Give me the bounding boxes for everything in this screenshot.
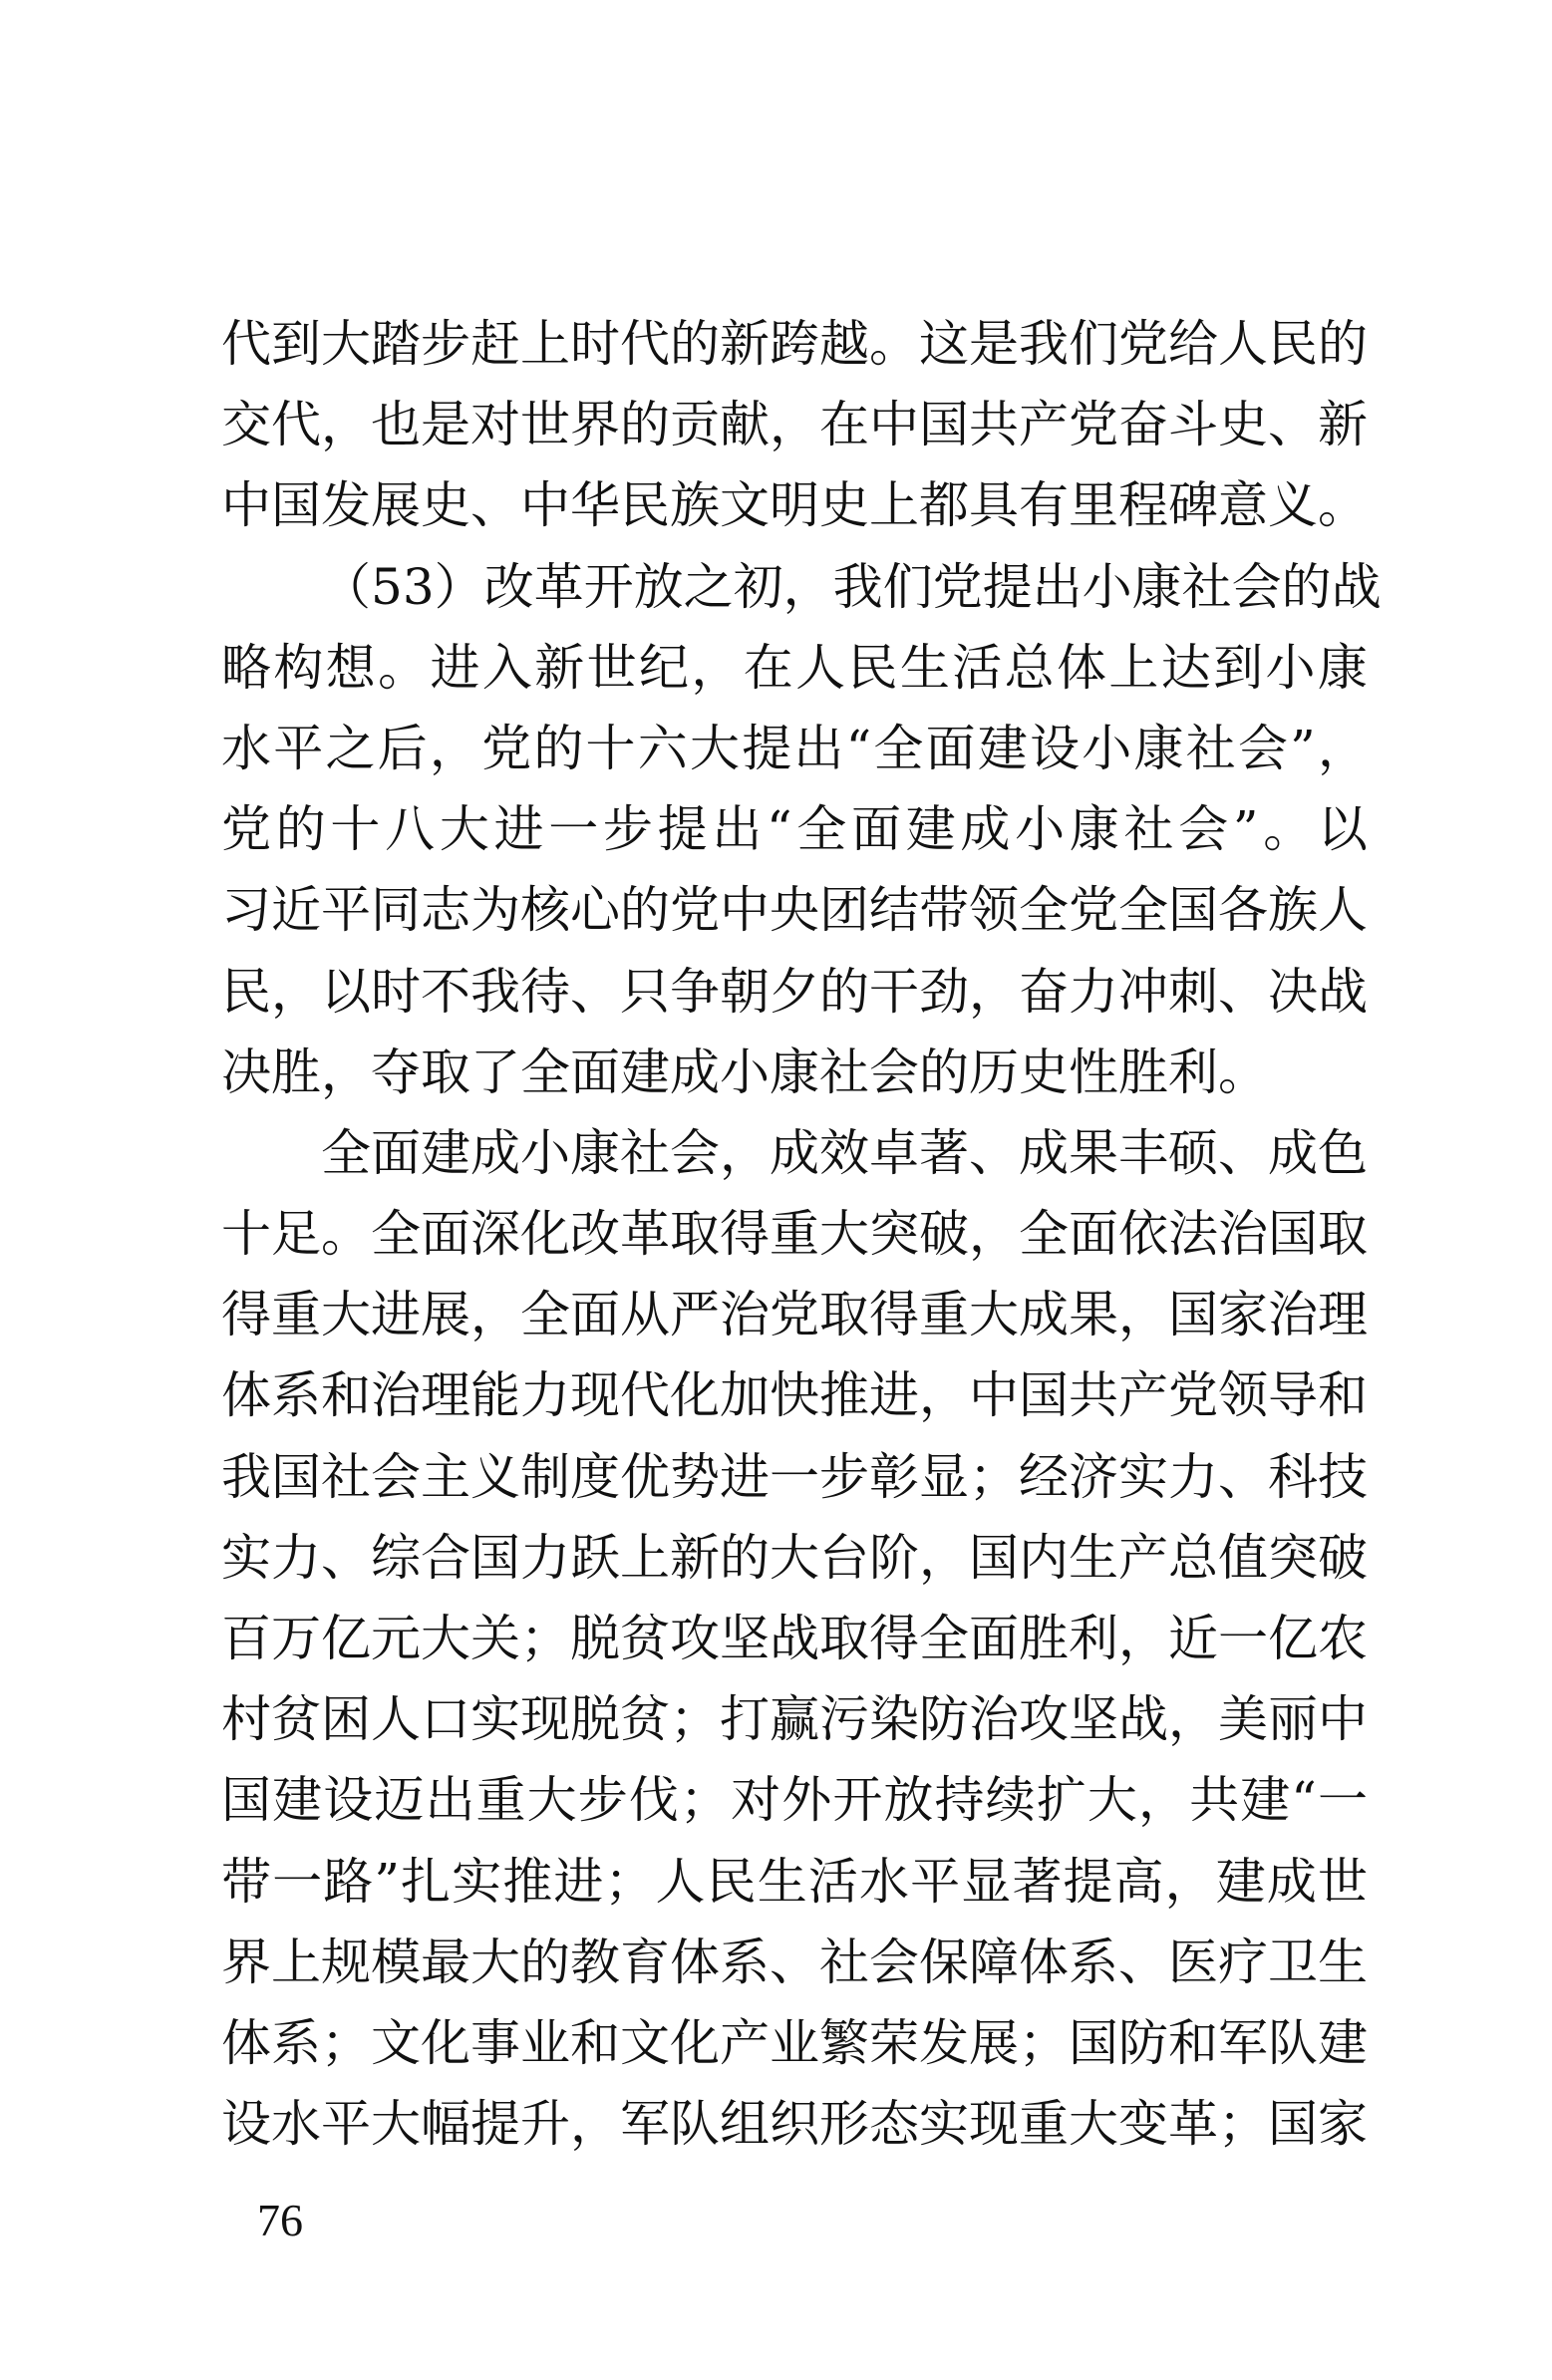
text-line: [221, 1842, 1368, 1923]
text-line: [221, 2084, 1368, 2165]
line-chars: 带 一 路 ” 扎 实 推 进 ； 人 民 生 活 水 平 显 著 提 高 ， 建 成 世: [221, 1852, 1368, 1911]
text-line: 决胜，夺取了全面建成小康社会的历史性胜利。: [221, 1042, 1268, 1101]
line-chars: 国 建 设 迈 出 重 大 步 伐 ； 对 外 开 放 持 续 扩 大 ， 共 建 “ 一: [221, 1771, 1368, 1830]
line-chars: 村 贫 困 人 口 实 现 脱 贫 ； 打 赢 污 染 防 治 攻 坚 战 ， 美 丽 中: [221, 1690, 1368, 1749]
text-line: [221, 1518, 1368, 1599]
line-chars: 交 代 ， 也 是 对 世 界 的 贡 献 ， 在 中 国 共 产 党 奋 斗 史 、 新: [221, 396, 1368, 454]
text-line: [221, 1355, 1368, 1436]
text-line: [221, 1760, 1368, 1841]
line-chars: 体 系 ； 文 化 事 业 和 文 化 产 业 繁 荣 发 展 ； 国 防 和 军 队 建: [221, 2013, 1368, 2072]
text-line: [221, 1679, 1368, 1760]
line-chars: 民 ， 以 时 不 我 待 、 只 争 朝 夕 的 干 劲 ， 奋 力 冲 刺 、 决 战: [221, 962, 1368, 1021]
line-chars: 设 水 平 大 幅 提 升 ， 军 队 组 织 形 态 实 现 重 大 变 革 ； 国 家: [221, 2095, 1368, 2154]
line-chars: 我 国 社 会 主 义 制 度 优 势 进 一 步 彰 显 ； 经 济 实 力 、 科 技: [221, 1447, 1368, 1506]
line-chars: （ 5 3 ） 改 革 开 放 之 初 ， 我 们 党 提 出 小 康 社 会 的 战: [321, 557, 1382, 616]
line-chars: 略 构 想 。 进 入 新 世 纪 ， 在 人 民 生 活 总 体 上 达 到 小 康: [221, 638, 1368, 697]
line-chars: 习 近 平 同 志 为 核 心 的 党 中 央 团 结 带 领 全 党 全 国 各 族 人: [221, 881, 1368, 940]
page-number: 76: [257, 2195, 303, 2245]
line-chars: 十 足 。 全 面 深 化 改 革 取 得 重 大 突 破 ， 全 面 依 法 治 国 取: [221, 1205, 1368, 1264]
text-line: [221, 789, 1368, 870]
text-line: [221, 304, 1368, 385]
line-chars: 实 力 、 综 合 国 力 跃 上 新 的 大 台 阶 ， 国 内 生 产 总 值 突 破: [221, 1528, 1368, 1587]
line-chars: 得 重 大 进 展 ， 全 面 从 严 治 党 取 得 重 大 成 果 ， 国 家 治 理: [221, 1286, 1368, 1344]
text-line: [221, 870, 1368, 951]
paragraph-start-line: [221, 547, 1382, 628]
text-line: [221, 1923, 1368, 2003]
text-line: [221, 1275, 1368, 1355]
text-line: [221, 2003, 1368, 2084]
line-chars: 界 上 规 模 最 大 的 教 育 体 系 、 社 会 保 障 体 系 、 医 疗 卫 生: [221, 1933, 1368, 1991]
text-line: 中国发展史、中华民族文明史上都具有里程碑意义。: [221, 476, 1368, 535]
line-chars: 代 到 大 踏 步 赶 上 时 代 的 新 跨 越 。 这 是 我 们 党 给 人 民 的: [221, 315, 1368, 373]
line-chars: 党 的 十 八 大 进 一 步 提 出 “ 全 面 建 成 小 康 社 会 ” 。 以: [221, 800, 1368, 859]
text-line: [221, 1194, 1368, 1275]
text-line: [221, 1437, 1368, 1518]
paragraph-start-line: [221, 1113, 1368, 1194]
text-line: [221, 628, 1368, 709]
line-chars: 百 万 亿 元 大 关 ； 脱 贫 攻 坚 战 取 得 全 面 胜 利 ， 近 一 亿 农: [221, 1610, 1368, 1667]
text-line: [221, 709, 1368, 789]
body-text: [221, 304, 1382, 2165]
line-chars: 体 系 和 治 理 能 力 现 代 化 加 快 推 进 ， 中 国 共 产 党 领 导 和: [221, 1366, 1368, 1425]
line-chars: 水 平 之 后 ， 党 的 十 六 大 提 出 “ 全 面 建 设 小 康 社 会 ” ，: [221, 719, 1368, 777]
text-line: [221, 952, 1368, 1033]
line-chars: 全 面 建 成 小 康 社 会 ， 成 效 卓 著 、 成 果 丰 硕 、 成 色: [321, 1123, 1368, 1182]
text-line: [221, 1599, 1368, 1679]
text-line: [221, 385, 1368, 465]
